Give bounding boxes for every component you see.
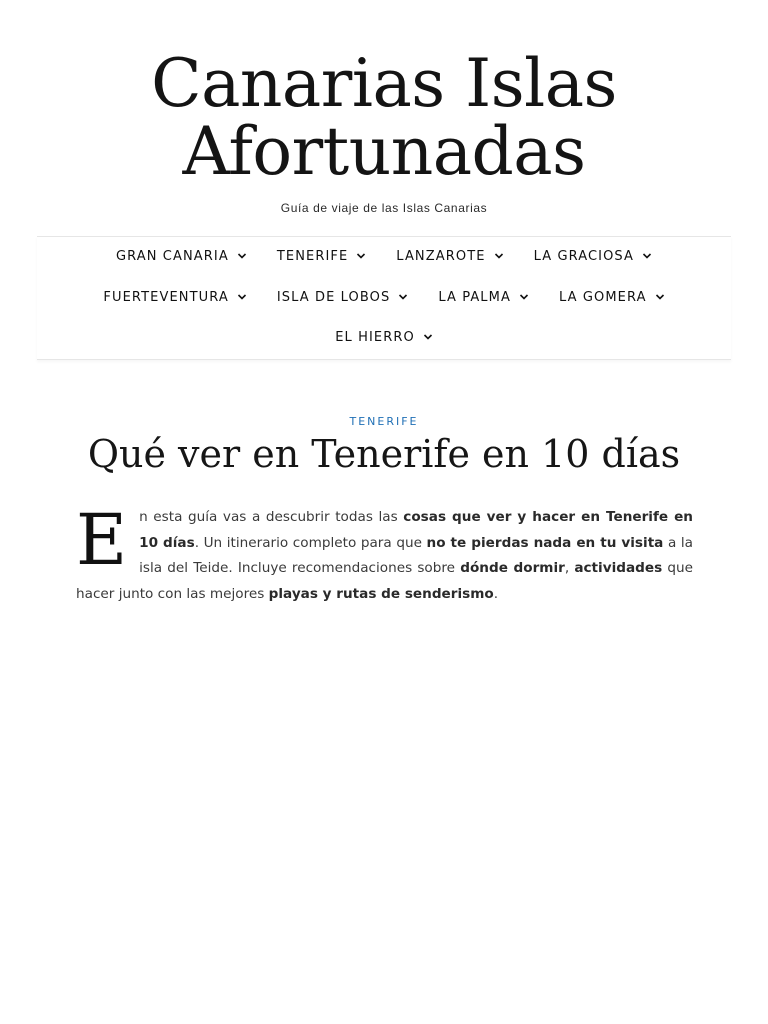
nav-item-la-palma[interactable] [438,290,529,305]
intro-text: , [564,560,575,576]
intro-bold: no te pierdas nada en tu visita [426,534,664,551]
chevron-down-icon [398,292,408,302]
chevron-down-icon [237,251,247,261]
nav-item-la-gomera[interactable] [559,290,665,305]
chevron-down-icon [423,332,433,342]
chevron-down-icon [655,292,665,302]
chevron-down-icon [494,251,504,261]
intro-bold: cosas que ver y hacer en Tenerife en 10 días [139,509,693,551]
nav-item-label: LA PALMA [438,289,511,305]
nav-item-el-hierro[interactable] [335,330,433,345]
main-navigation [37,236,731,360]
intro-bold: actividades [574,560,663,576]
post-category-link[interactable]: TENERIFE [349,415,419,428]
nav-row [37,327,731,347]
nav-item-label: FUERTEVENTURA [103,289,229,305]
intro-text: n esta guía vas a descubrir todas las [139,509,404,525]
chevron-down-icon [356,251,366,261]
nav-item-label: LA GRACIOSA [533,248,635,264]
post-intro [76,499,693,607]
nav-item-tenerife[interactable] [277,249,366,264]
chevron-down-icon [519,292,529,302]
chevron-down-icon [237,292,247,302]
chevron-down-icon [642,251,652,261]
site-title-line2[interactable]: Afortunadas [182,113,586,190]
site-title[interactable] [0,45,768,190]
site-title-line1[interactable]: Canarias Islas [151,45,617,122]
site-tagline: Guía de viaje de las Islas Canarias [280,201,488,215]
nav-item-label: ISLA DE LOBOS [276,289,391,305]
intro-text: a la isla del Teide. Incluye recomendaciones sobre [139,534,693,576]
nav-item-label: LA GOMERA [558,289,647,305]
nav-item-fuerteventura[interactable] [103,290,246,305]
intro-text: . Un itinerario completo para que [194,534,427,551]
dropcap: E [76,499,128,581]
nav-item-label: GRAN CANARIA [115,248,229,264]
intro-text: . [493,585,499,602]
intro-bold: dónde dormir [460,560,565,576]
post-title: Qué ver en Tenerife en 10 días [87,432,681,476]
intro-bold: playas y rutas de senderismo [268,585,494,602]
nav-row [37,287,731,307]
nav-item-gran-canaria[interactable] [116,249,247,264]
nav-item-la-graciosa[interactable] [534,249,652,264]
nav-item-lanzarote[interactable] [396,249,503,264]
nav-item-isla-de-lobos[interactable] [277,290,409,305]
nav-item-label: LANZAROTE [396,248,486,264]
nav-item-label: EL HIERRO [335,329,415,345]
nav-item-label: TENERIFE [276,248,349,264]
nav-row [37,246,731,266]
intro-text: que hacer junto con las mejores [76,560,693,602]
